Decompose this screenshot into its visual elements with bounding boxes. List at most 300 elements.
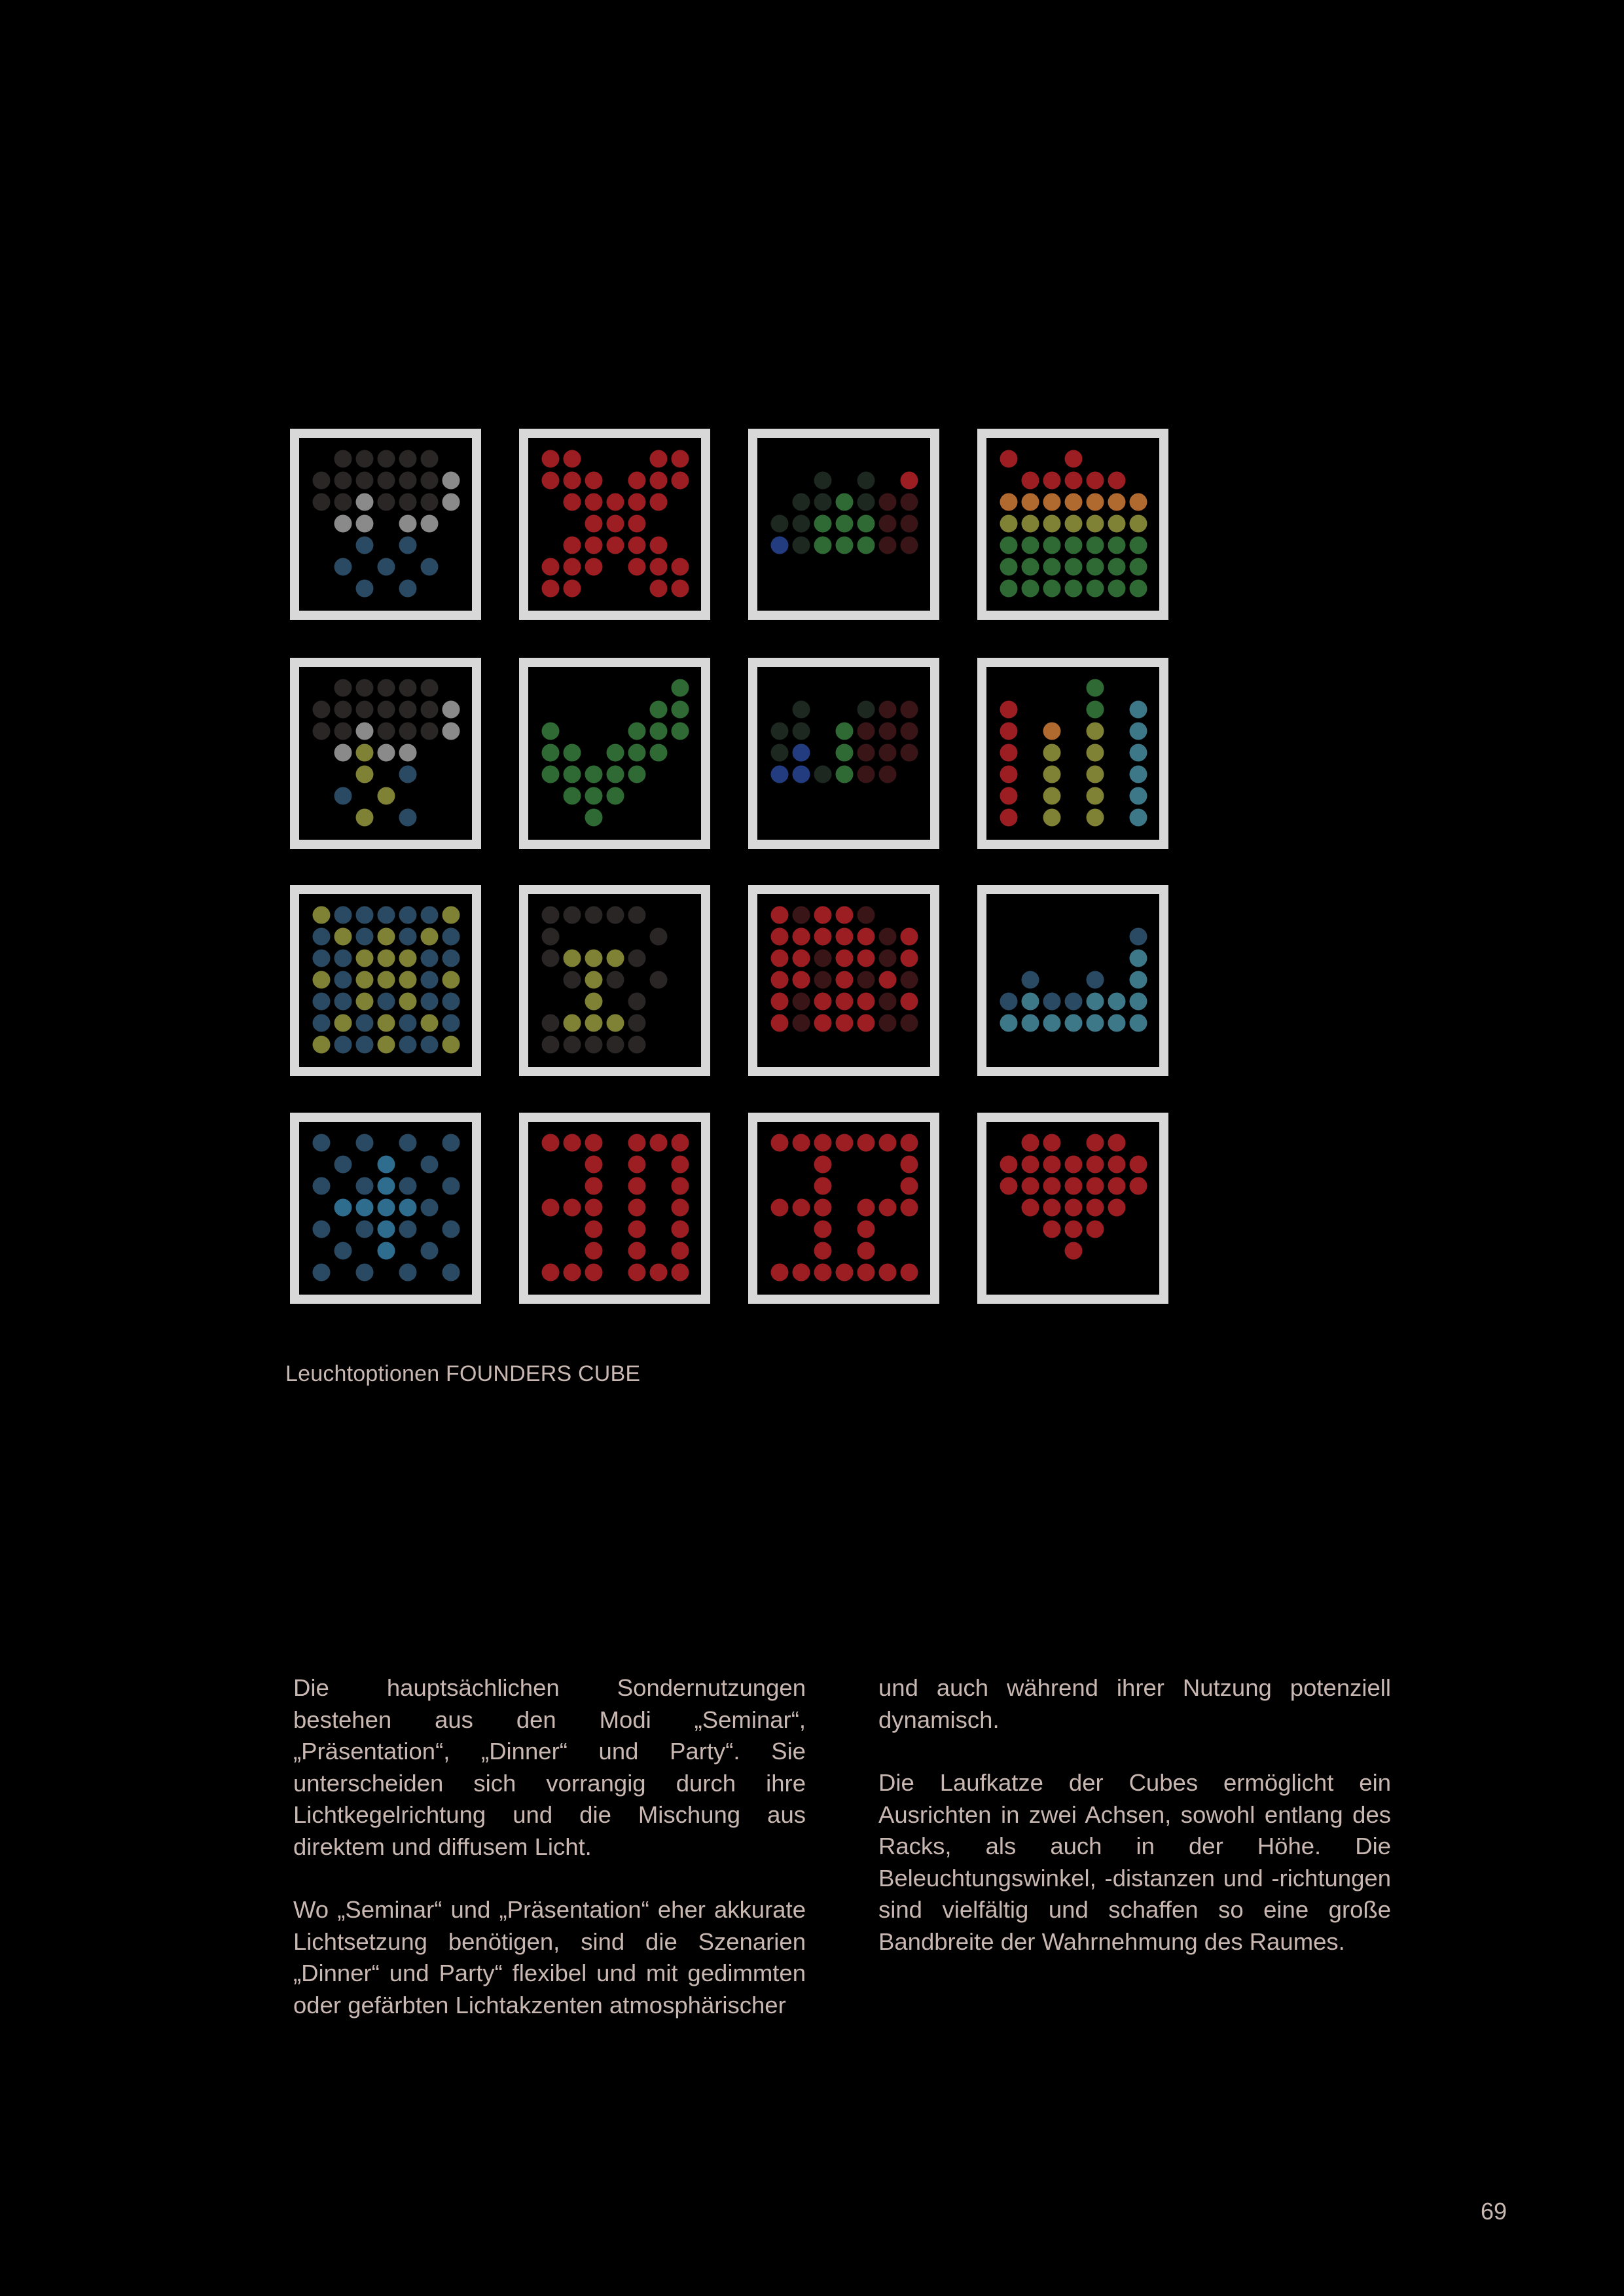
led-dot [378, 993, 395, 1011]
led-dot [1087, 1221, 1104, 1238]
led-dot [793, 1199, 810, 1217]
led-dot [334, 1199, 352, 1217]
paragraph: Die hauptsächlichen Sondernutzungen bestehen aus den Modi „Seminar“, „Präsentation“, „Dinner“ und Party“. Sie unterscheiden sich vorrangig durch ihre Lichtkegelrichtung und die Mischung aus direktem und diffusem Licht. [293, 1674, 806, 1860]
led-dot [1000, 450, 1018, 468]
led-dot [793, 493, 810, 511]
led-dot [421, 950, 439, 967]
led-dot [1000, 1156, 1018, 1174]
led-dot [585, 1134, 603, 1152]
led-dot [628, 950, 646, 967]
led-dot [1065, 1177, 1083, 1195]
led-dot [1087, 1199, 1104, 1217]
led-dot [857, 906, 875, 924]
led-dot [607, 1036, 624, 1054]
led-dot [901, 744, 918, 762]
led-dot [378, 1036, 395, 1054]
led-dot [421, 928, 439, 946]
led-dot [585, 1199, 603, 1217]
led-dot [672, 1199, 689, 1217]
led-dot [1130, 537, 1147, 554]
led-dot [564, 580, 581, 598]
led-dot [1087, 515, 1104, 533]
led-dot [334, 450, 352, 468]
led-dot [378, 472, 395, 490]
led-dot [793, 723, 810, 740]
led-dot [836, 515, 854, 533]
led-dot [378, 787, 395, 805]
led-dot [814, 1199, 832, 1217]
led-dot [313, 472, 331, 490]
led-dot [814, 971, 832, 989]
led-dot [901, 472, 918, 490]
led-dot [836, 1134, 854, 1152]
led-dot [356, 1134, 374, 1152]
led-dot [793, 1014, 810, 1032]
led-matrix [757, 894, 930, 1067]
led-dot [1065, 1221, 1083, 1238]
led-dot [793, 950, 810, 967]
led-dot [672, 472, 689, 490]
led-dot [356, 1177, 374, 1195]
led-dot [378, 971, 395, 989]
led-dot [542, 906, 560, 924]
led-dot [334, 787, 352, 805]
led-dot [628, 1242, 646, 1260]
led-dot [1130, 744, 1147, 762]
led-matrix [757, 667, 930, 840]
led-dot [836, 1014, 854, 1032]
led-dot [1087, 723, 1104, 740]
led-dot [399, 723, 417, 740]
led-dot [442, 1221, 460, 1238]
led-dot [1000, 515, 1018, 533]
led-dot [879, 971, 897, 989]
led-dot [814, 493, 832, 511]
led-dot [399, 766, 417, 783]
led-dot [628, 1199, 646, 1217]
led-dot [1087, 679, 1104, 697]
led-dot [628, 515, 646, 533]
led-dot [442, 1036, 460, 1054]
led-dot [542, 1199, 560, 1217]
cube-pattern-10 [519, 885, 710, 1076]
led-dot [1130, 766, 1147, 783]
led-dot [564, 1014, 581, 1032]
led-dot [628, 1036, 646, 1054]
led-dot [1087, 787, 1104, 805]
led-dot [399, 493, 417, 511]
led-dot [542, 1134, 560, 1152]
led-dot [628, 1264, 646, 1282]
led-dot [650, 580, 668, 598]
led-dot [628, 1177, 646, 1195]
led-dot [1087, 537, 1104, 554]
led-dot [1000, 809, 1018, 827]
led-dot [1043, 1177, 1061, 1195]
led-dot [1130, 515, 1147, 533]
led-dot [1108, 1014, 1126, 1032]
led-dot [585, 1221, 603, 1238]
led-dot [399, 950, 417, 967]
led-dot [1000, 766, 1018, 783]
led-dot [334, 493, 352, 511]
led-dot [585, 906, 603, 924]
cube-pattern-4 [977, 429, 1168, 620]
led-dot [378, 1014, 395, 1032]
led-dot [542, 580, 560, 598]
led-dot [1043, 472, 1061, 490]
led-dot [1022, 971, 1039, 989]
led-dot [313, 1221, 331, 1238]
led-dot [378, 493, 395, 511]
led-dot [1000, 744, 1018, 762]
led-dot [793, 515, 810, 533]
led-dot [564, 906, 581, 924]
led-dot [542, 928, 560, 946]
led-dot [421, 701, 439, 719]
led-dot [672, 679, 689, 697]
led-dot [1022, 472, 1039, 490]
led-dot [1130, 928, 1147, 946]
led-dot [672, 701, 689, 719]
led-dot [901, 723, 918, 740]
led-dot [771, 1134, 789, 1152]
led-dot [421, 493, 439, 511]
led-dot [585, 515, 603, 533]
led-dot [879, 1014, 897, 1032]
led-dot [356, 1036, 374, 1054]
led-dot [650, 1264, 668, 1282]
led-dot [814, 537, 832, 554]
led-dot [901, 950, 918, 967]
led-dot [334, 1014, 352, 1032]
led-dot [793, 744, 810, 762]
cube-pattern-6 [519, 658, 710, 849]
led-dot [421, 1242, 439, 1260]
led-dot [879, 1264, 897, 1282]
led-dot [814, 472, 832, 490]
led-dot [814, 928, 832, 946]
led-dot [672, 1264, 689, 1282]
led-dot [378, 450, 395, 468]
led-dot [771, 723, 789, 740]
led-dot [836, 993, 854, 1011]
led-dot [1087, 701, 1104, 719]
led-dot [399, 515, 417, 533]
led-dot [650, 450, 668, 468]
led-matrix [528, 667, 701, 840]
led-dot [1087, 1134, 1104, 1152]
led-dot [650, 537, 668, 554]
paragraph: Die Laufkatze der Cubes ermöglicht ein Ausrichten in zwei Achsen, sowohl entlang des Racks, als auch in der Höhe. Die Beleuchtungswinkel, -distanzen und -richtungen sind vielfältig und schaffen so eine große Bandbreite der Wahrnehmung des Raumes. [878, 1769, 1391, 1955]
led-dot [1043, 537, 1061, 554]
led-dot [442, 1177, 460, 1195]
led-dot [334, 679, 352, 697]
led-dot [1022, 1177, 1039, 1195]
led-dot [857, 1134, 875, 1152]
led-dot [650, 472, 668, 490]
led-dot [1108, 558, 1126, 576]
led-dot [1108, 515, 1126, 533]
led-dot [1043, 515, 1061, 533]
led-dot [399, 472, 417, 490]
led-dot [1065, 450, 1083, 468]
led-dot [650, 723, 668, 740]
led-dot [399, 1014, 417, 1032]
led-dot [771, 906, 789, 924]
led-dot [399, 1264, 417, 1282]
led-dot [421, 1014, 439, 1032]
led-dot [442, 1264, 460, 1282]
led-dot [836, 493, 854, 511]
led-dot [901, 1199, 918, 1217]
led-dot [356, 928, 374, 946]
led-dot [1130, 950, 1147, 967]
led-dot [836, 950, 854, 967]
led-dot [542, 744, 560, 762]
led-dot [378, 744, 395, 762]
led-dot [442, 928, 460, 946]
led-dot [334, 515, 352, 533]
led-dot [356, 723, 374, 740]
paragraph: und auch während ihrer Nutzung potenziell dynamisch. [878, 1674, 1391, 1733]
led-dot [442, 950, 460, 967]
led-dot [1022, 515, 1039, 533]
led-dot [814, 906, 832, 924]
led-dot [607, 537, 624, 554]
led-dot [399, 744, 417, 762]
led-dot [399, 928, 417, 946]
led-dot [1043, 1221, 1061, 1238]
led-dot [628, 766, 646, 783]
led-dot [1043, 993, 1061, 1011]
led-dot [313, 906, 331, 924]
led-dot [356, 993, 374, 1011]
led-matrix [986, 438, 1159, 611]
led-dot [313, 971, 331, 989]
led-dot [356, 1199, 374, 1217]
led-dot [1043, 558, 1061, 576]
led-dot [814, 1134, 832, 1152]
led-dot [585, 787, 603, 805]
led-dot [879, 723, 897, 740]
led-dot [399, 537, 417, 554]
led-dot [356, 766, 374, 783]
led-dot [564, 950, 581, 967]
led-dot [356, 1264, 374, 1282]
led-dot [650, 493, 668, 511]
led-dot [1000, 558, 1018, 576]
led-matrix [757, 438, 930, 611]
led-dot [1130, 787, 1147, 805]
led-dot [1043, 493, 1061, 511]
led-dot [421, 1199, 439, 1217]
led-dot [542, 766, 560, 783]
led-dot [1000, 1177, 1018, 1195]
led-dot [628, 1156, 646, 1174]
led-dot [585, 1177, 603, 1195]
led-dot [442, 701, 460, 719]
led-dot [356, 744, 374, 762]
led-dot [378, 679, 395, 697]
led-dot [585, 1014, 603, 1032]
led-dot [564, 450, 581, 468]
led-dot [628, 744, 646, 762]
led-dot [901, 701, 918, 719]
led-dot [1087, 1014, 1104, 1032]
led-dot [356, 493, 374, 511]
led-dot [399, 1221, 417, 1238]
led-dot [672, 1134, 689, 1152]
led-dot [672, 723, 689, 740]
led-dot [857, 493, 875, 511]
led-dot [585, 537, 603, 554]
led-dot [672, 1177, 689, 1195]
led-dot [1022, 493, 1039, 511]
led-dot [1000, 701, 1018, 719]
led-dot [356, 701, 374, 719]
led-dot [836, 766, 854, 783]
led-dot [313, 1134, 331, 1152]
led-dot [564, 971, 581, 989]
cube-pattern-1 [290, 429, 481, 620]
led-dot [1087, 580, 1104, 598]
led-dot [334, 928, 352, 946]
led-dot [399, 701, 417, 719]
led-dot [672, 1221, 689, 1238]
led-dot [1022, 537, 1039, 554]
led-dot [399, 906, 417, 924]
led-dot [1130, 971, 1147, 989]
led-dot [771, 537, 789, 554]
led-dot [607, 766, 624, 783]
led-dot [1087, 472, 1104, 490]
led-dot [1065, 472, 1083, 490]
led-dot [542, 558, 560, 576]
led-dot [564, 472, 581, 490]
led-dot [1000, 1014, 1018, 1032]
led-dot [1000, 537, 1018, 554]
lighting-options-figure [290, 429, 1174, 1309]
led-dot [421, 515, 439, 533]
led-dot [1065, 493, 1083, 511]
led-dot [442, 723, 460, 740]
cube-pattern-2 [519, 429, 710, 620]
led-dot [378, 1199, 395, 1217]
led-dot [334, 472, 352, 490]
led-dot [1087, 993, 1104, 1011]
led-dot [814, 1014, 832, 1032]
led-dot [628, 723, 646, 740]
cube-pattern-12 [977, 885, 1168, 1076]
led-dot [793, 537, 810, 554]
led-dot [793, 971, 810, 989]
led-dot [628, 1014, 646, 1032]
led-dot [313, 493, 331, 511]
led-dot [442, 971, 460, 989]
led-dot [607, 906, 624, 924]
led-dot [1087, 1156, 1104, 1174]
led-dot [1130, 1156, 1147, 1174]
led-dot [1065, 1199, 1083, 1217]
led-dot [857, 515, 875, 533]
led-dot [771, 928, 789, 946]
led-dot [1108, 993, 1126, 1011]
led-dot [793, 1134, 810, 1152]
led-dot [901, 515, 918, 533]
led-dot [356, 906, 374, 924]
led-dot [628, 472, 646, 490]
led-dot [814, 950, 832, 967]
led-dot [1065, 1014, 1083, 1032]
cube-pattern-7 [748, 658, 939, 849]
led-dot [1108, 493, 1126, 511]
led-dot [901, 493, 918, 511]
led-dot [313, 701, 331, 719]
led-dot [607, 1014, 624, 1032]
led-dot [313, 1036, 331, 1054]
led-dot [1130, 809, 1147, 827]
led-dot [836, 537, 854, 554]
led-dot [585, 766, 603, 783]
led-dot [901, 928, 918, 946]
led-dot [857, 950, 875, 967]
led-dot [879, 701, 897, 719]
led-dot [857, 537, 875, 554]
led-dot [628, 558, 646, 576]
led-dot [542, 450, 560, 468]
led-dot [672, 1242, 689, 1260]
led-dot [771, 993, 789, 1011]
led-dot [1022, 993, 1039, 1011]
led-dot [378, 558, 395, 576]
led-dot [901, 971, 918, 989]
led-dot [793, 1264, 810, 1282]
led-dot [313, 928, 331, 946]
led-dot [442, 1014, 460, 1032]
led-dot [585, 558, 603, 576]
led-dot [672, 580, 689, 598]
cube-pattern-5 [290, 658, 481, 849]
led-dot [879, 1134, 897, 1152]
led-dot [399, 450, 417, 468]
led-dot [564, 1199, 581, 1217]
led-dot [1022, 1199, 1039, 1217]
led-matrix [528, 1122, 701, 1295]
led-dot [879, 744, 897, 762]
led-dot [857, 971, 875, 989]
led-dot [1000, 580, 1018, 598]
led-dot [442, 906, 460, 924]
led-dot [378, 1156, 395, 1174]
led-dot [356, 580, 374, 598]
led-dot [857, 928, 875, 946]
led-dot [1130, 723, 1147, 740]
led-dot [421, 1036, 439, 1054]
led-dot [421, 723, 439, 740]
led-dot [1000, 787, 1018, 805]
led-dot [607, 971, 624, 989]
led-dot [1130, 1014, 1147, 1032]
led-dot [356, 950, 374, 967]
led-dot [1043, 1134, 1061, 1152]
led-dot [421, 679, 439, 697]
led-dot [793, 766, 810, 783]
led-dot [1130, 493, 1147, 511]
led-dot [901, 993, 918, 1011]
led-dot [356, 537, 374, 554]
led-dot [421, 558, 439, 576]
